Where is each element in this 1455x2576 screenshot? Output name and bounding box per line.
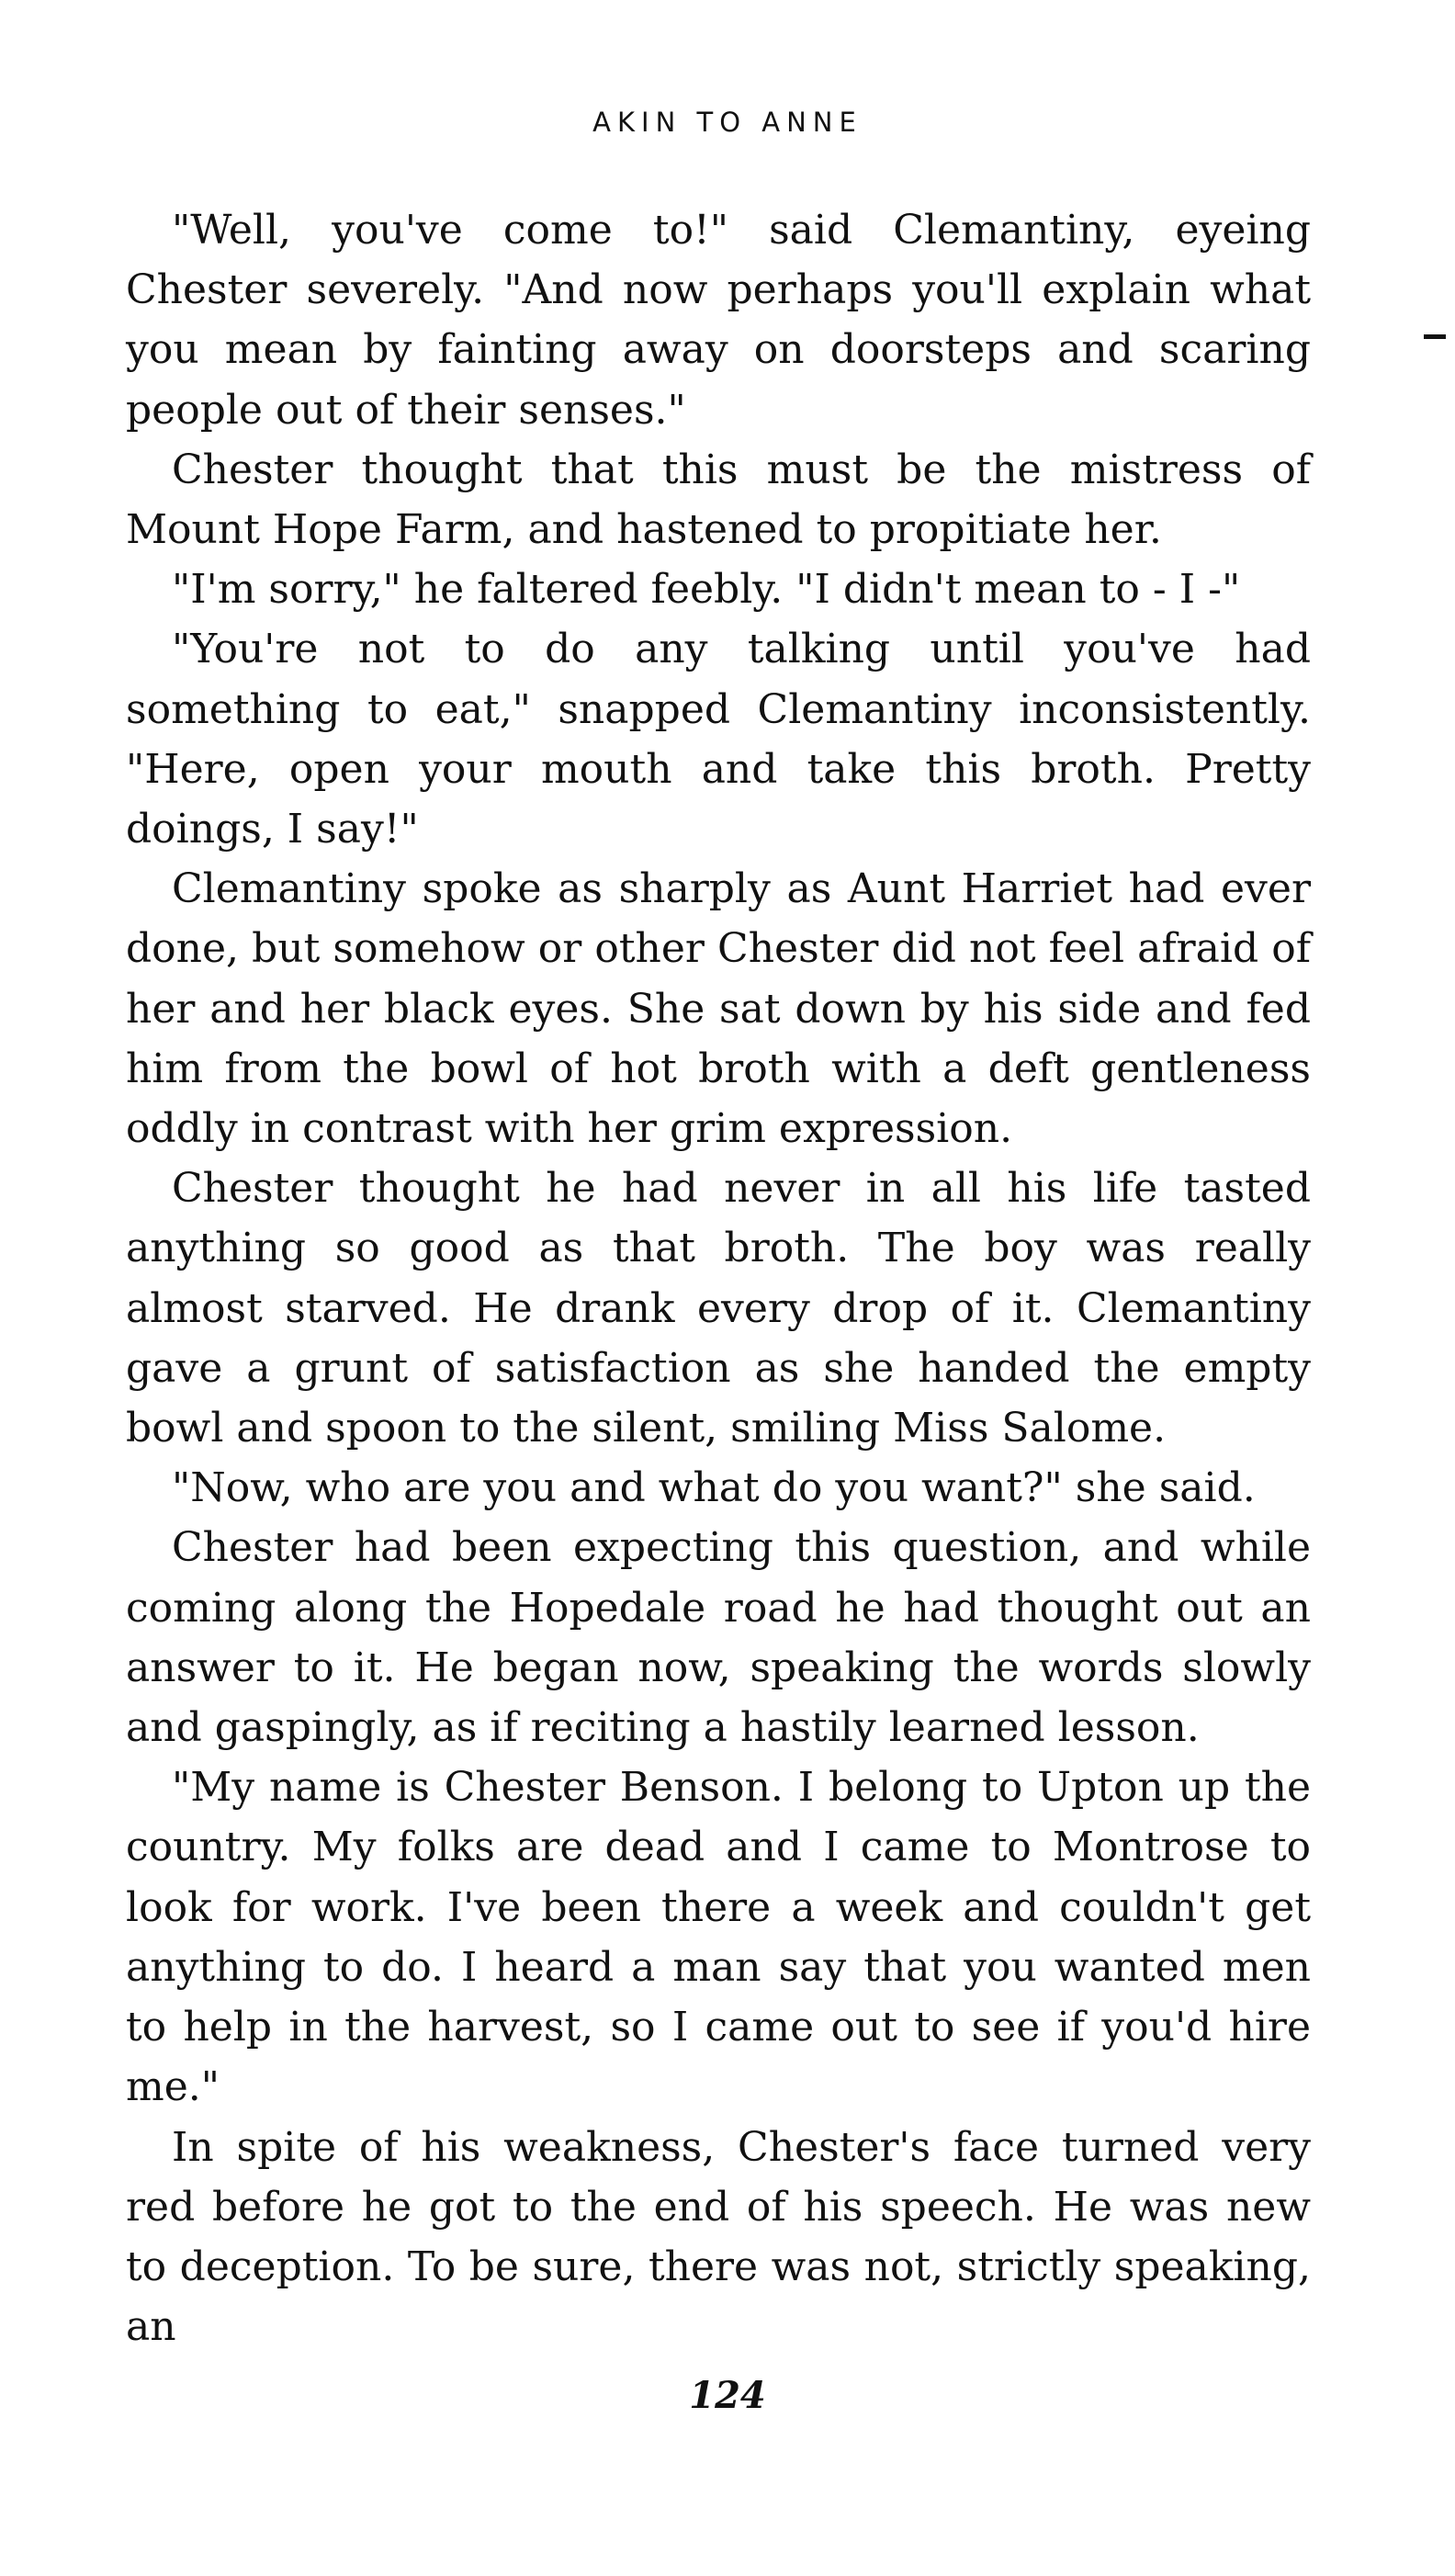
running-head: AKIN TO ANNE — [592, 107, 863, 138]
margin-mark — [1424, 334, 1446, 339]
paragraph: Chester had been expecting this question, and while coming along the Hopedale road he had thought out an answer to it. He began now, speaking the words slowly and gaspingly, as if reciting a hastily learned lesson. — [126, 1524, 1311, 1752]
paragraph: "Now, who are you and what do you want?" she said. — [172, 1464, 1256, 1512]
paragraph: "You're not to do any talking until you've had something to eat," snapped Clemantiny inconsistently. "Here, open your mouth and take this broth. Pretty doings, I say!" — [126, 626, 1311, 853]
paragraph: "I'm sorry," he faltered feebly. "I didn't mean to - I -" — [172, 566, 1241, 614]
paragraph: Chester thought he had never in all his life tasted anything so good as that broth. The boy was really almost starved. He drank every drop of it. Clemantiny gave a grunt of satisfaction as she handed the empty bowl and spoon to the silent, smiling Miss Salome. — [126, 1165, 1311, 1452]
paragraph: "My name is Chester Benson. I belong to Upton up the country. My folks are dead and I came to Montrose to look for work. I've been there a week and couldn't get anything to do. I heard a man say that you wanted men to help in the harvest, so I came out to see if you'd hire me." — [126, 1764, 1311, 2111]
paragraph: Clemantiny spoke as sharply as Aunt Harriet had ever done, but somehow or other Chester did not feel afraid of her and her black eyes. She sat down by his side and fed him from the bowl of hot broth with a deft gentleness oddly in contrast with her grim expression. — [126, 865, 1311, 1153]
paragraph: Chester thought that this must be the mistress of Mount Hope Farm, and hastened to propitiate her. — [126, 446, 1311, 554]
body-text — [126, 200, 1311, 2356]
page-number: 124 — [689, 2374, 766, 2417]
paragraph: "Well, you've come to!" said Clemantiny, eyeing Chester severely. "And now perhaps you'll explain what you mean by fainting away on doorsteps and scaring people out of their senses." — [126, 207, 1311, 434]
paragraph: In spite of his weakness, Chester's face turned very red before he got to the end of his speech. He was new to deception. To be sure, there was not, strictly speaking, an — [126, 2123, 1311, 2351]
